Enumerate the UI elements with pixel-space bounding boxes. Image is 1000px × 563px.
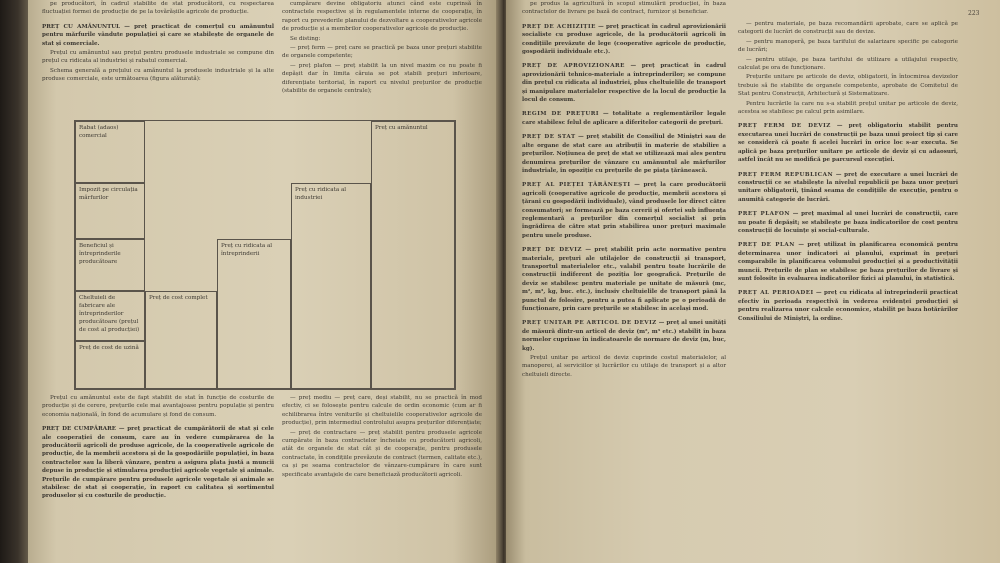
paragraph: — preț de contractare — preț stabilit pentru produsele agricole cumpărate în baza contractelor încheiate cu producătorii agricoli, atât de organele de stat cât și de cooperație, pentru produsele contractate, în condițiile prevăzute de contract (termen, calitate etc.), ca și pe seama contractelor de vânzare-cumpărare în care sunt specificate avantajele de care beneficiază producătorii agricoli. xyxy=(282,429,482,478)
cell-ridicata-industrie: Preț cu ridicata al industriei xyxy=(291,183,371,389)
entry-term: REGIM DE PREȚURI xyxy=(522,111,600,118)
entry-definition: — preț obligatoriu stabilit pentru executarea unei lucrări de construcții pe baza unui proiect tip și care se consideră că poate fi acelei lucrări în orice loc s-ar executa. Se aplică pe baza prețurilor unitare pe articole de deviz și cu adaosuri, astfel încât nu se modifică pe parcursul execuției. xyxy=(738,123,959,164)
paragraph: — pentru utilaje, pe baza tarifului de utilizare a utilajului respectiv, calculat pe ora de funcționare. xyxy=(738,56,958,72)
left-top-column-a xyxy=(42,0,274,85)
left-page xyxy=(28,0,500,563)
right-column-a xyxy=(522,0,726,380)
entry-term: PREȚ FERM DE DEVIZ xyxy=(738,123,831,130)
paragraph: Se disting: xyxy=(290,35,321,42)
dictionary-entry xyxy=(522,246,726,313)
paragraph: cumpărare devine obligatoriu atunci când este cuprinsă în contractele respective și în regulamentele interne de cooperație, în raport cu prevederile planului de dezvoltare a cooperativelor agricole de producție și a membrilor cooperativelor agricole de producție. xyxy=(282,1,482,33)
paragraph: PREȚ CU AMĂNUNTUL — preț practicat de comerțul cu amănuntul pentru mărfurile vândute populației și care se stabilește de organele de stat și comerciale. xyxy=(42,23,274,47)
entry-term: PREȚ DE ACHIZIȚIE xyxy=(522,23,596,30)
paragraph: PREȚ DE CUMPĂRARE — preț practicat de cumpărătorii de stat și cele ale cooperației de consum, care au în vedere cumpărarea de la producătorii agricoli de produse agricole, de la cooperativele agricole de producție, de la membrii acestora și de la gospodăriile populației, în baza contractelor sau la liberă vânzare, pentru a asigura plata justă a muncii depuse în producție și stimularea producției agricole vegetale și animale. Prețurile de cumpărare pentru produsele agricole vegetale și animale se stabilesc de stat și cooperație, în raport cu calitatea și sortimentul produselor și cu costurile de producție. xyxy=(42,426,274,500)
page-number: 223 xyxy=(968,10,980,17)
paragraph: — preț plafon — preț stabilit la un nivel maxim ce nu poate fi depășit dar în limita căruia se pot stabili prețuri inferioare, diferențiate teritorial, în raport cu nivelul prețurilor de producție (stabilite de organele centrale); xyxy=(282,62,482,95)
entry-definition: — preț de executare a unei lucrări de construcții ce se stabilește la nivelul republicii pe baza unor prețuri unitare obligatorii, ținând seama de condițiile de execuție, pentru o anumită categorie de lucrări. xyxy=(738,171,958,203)
dictionary-entry xyxy=(522,62,726,104)
entry-definition: — preț utilizat în planificarea economică pentru determinarea unor indicatori ai planului, exprimat în prețuri comparabile în planificarea volumului producției și a productivității muncii. Prețurile de plan se stabilesc pe baza prețurilor de livrare și sunt folosite în evaluarea indicatorilor fizici ai planului, în statistică. xyxy=(738,242,958,282)
cell-rabat: Rabat (adaos) comercial xyxy=(75,121,145,183)
right-column-b xyxy=(738,20,958,324)
paragraph: Prețul unitar pe articol de deviz cuprinde costul materialelor, al manoperei, al serviciilor și lucrărilor cu utilaje de transport și a altor cheltuieli directe. xyxy=(522,355,726,378)
entry-definition: — preț stabilit prin acte normative pentru materiale, prețuri ale utilajelor de construcții și transport, transportul materialelor etc., valabil pentru toate lucrările de construcții indiferent de poziția lor geografică. Prețurile de deviz se stabilesc pentru materiale pe unitate de măsură (mc, m², m³, kg, buc. etc.), inclusiv cheltuielile de transport până la punctul de folosire, pentru a putea fi aplicate pe o perioadă de funcționare, prin care prețurile se stabilesc în același mod. xyxy=(522,247,727,312)
cell-ridicata-intreprindere: Preț cu ridicata al întreprinderii xyxy=(217,239,291,389)
cell-cost-uzina: Preț de cost de uzină xyxy=(75,341,145,389)
entry-term: PREȚ DE STAT xyxy=(522,134,576,141)
entry-definition: — preț cu ridicata al întreprinderii practicat efectiv în perioada respectivă în vederea evidenței producției și pentru realizarea unor calcule economice, stabilit pe baza hotărârilor Consiliului de Miniștri, la ordine. xyxy=(738,290,958,322)
entry-term: PREȚ DE PLAN xyxy=(738,242,795,249)
dictionary-entry xyxy=(738,241,958,283)
price-structure-diagram xyxy=(74,120,456,390)
cell-impozit: Impozit pe circulația mărfurilor xyxy=(75,183,145,239)
paragraph: Prețul cu amănuntul sau prețul pentru produsele industriale se compune din prețul cu ridicata al industriei și rabatul comercial. xyxy=(42,50,274,65)
paragraph: — preț mediu — preț care, deși stabilit, nu se practică în mod efectiv, ci se folosește pentru calcule de ordin economic (cum ar fi echilibrarea între veniturile și cheltuielile cooperativelor agricole de producție), prin intermediul controlului asupra prețurilor diferențiate; xyxy=(282,395,482,427)
left-bottom-column-b xyxy=(282,394,482,480)
entry-definition: — preț stabilit de Consiliul de Miniștri sau de alte organe de stat care au atribuții în materie de stabilire a prețurilor. Noțiunea de preț de stat se utilizează mai ales pentru denumirea prețurilor de vânzare cu amănuntul ale mărfurilor industriale, în opoziție cu prețurile de pe piața țărănească. xyxy=(522,134,726,174)
dictionary-entry xyxy=(738,171,958,205)
paragraph: pe produs la agricultură în scopul stimulării producției, în baza contractelor de livrare pe bază de contract, furnizor și beneficiar. xyxy=(522,1,726,16)
dictionary-entry xyxy=(738,210,958,235)
cell-amanunt: Preț cu amănuntul xyxy=(371,121,455,389)
dictionary-entry xyxy=(522,319,726,353)
dictionary-entry xyxy=(522,133,726,175)
entry-term: PREȚ UNITAR PE ARTICOL DE DEVIZ xyxy=(522,320,657,327)
left-top-column-b xyxy=(282,0,482,96)
paragraph: — pentru manoperă, pe baza tarifului de salarizare specific pe categorie de lucrări; xyxy=(738,38,958,54)
entry-term: PREȚ DE APROVIZIONARE xyxy=(522,63,625,70)
paragraph: — preț ferm — preț care se practică pe baza unor prețuri stabilite de organele competente; xyxy=(282,45,482,60)
dictionary-entry xyxy=(738,122,958,164)
entry-term: PREȚ AL PIEȚEI ȚĂRĂNEȘTI xyxy=(522,182,631,189)
left-book-edge xyxy=(0,0,30,563)
paragraph: Schema generală a prețului cu amănuntul la produsele industriale și la alte produse comerciale, este următoarea (figura alăturată): xyxy=(42,67,274,83)
entry-definition: — preț practicat în cadrul aprovizionării socialiste cu produse agricole, de la producătorii agricoli în condițiile prevăzute de lege (cooperative agricole de producție, gospodării individuale etc.). xyxy=(522,23,727,56)
entry-definition: — preț al unei unități de măsură dintr-un articol de deviz (m², m³ etc.) stabilit în baza normelor cuprinse în indicatoarele de normare de deviz (m, buc, kg). xyxy=(522,320,726,352)
dictionary-entry xyxy=(522,181,726,240)
entry-term: PREȚ FERM REPUBLICAN xyxy=(738,171,834,178)
entry-definition: — preț maximal al unei lucrări de construcții, care nu poate fi depășit; se stabilește pe baza indicatorilor de cost pentru construcții de locuințe și social-culturale. xyxy=(738,211,958,234)
left-bottom-column-a xyxy=(42,394,274,502)
paragraph: — pentru materiale, pe baza recomandării aprobate, care se aplică pe categorii de lucrări de construcții sau de devize. xyxy=(738,21,958,36)
right-page xyxy=(506,0,1000,563)
entry-term: PREȚ DE DEVIZ xyxy=(522,247,582,254)
paragraph: Pentru lucrările la care nu s-a stabilit prețul unitar pe articole de deviz, acestea se stabilesc pe calcul prin asimilare. xyxy=(738,100,958,116)
paragraph: Prețurile unitare pe articole de deviz, obligatorii, în întocmirea devizelor trebuie să fie stabilite de organele competente, aprobate de Comitetul de Stat pentru Construcții, Arhitectură și Sistematizare. xyxy=(738,74,958,98)
cell-cheltuieli: Cheltuieli de fabricare ale întreprinderilor producătoare (prețul de cost al producției) xyxy=(75,291,145,341)
entry-term: PREȚ AL PERIOADEI xyxy=(738,290,814,297)
entry-definition: — preț practicat în cadrul aprovizionării tehnico-materiale a întreprinderilor; se compune din prețul cu ridicata al industriei, plus cheltuielile de transport și manipulare materialelor respective de la locul de producție la locul de consum. xyxy=(522,63,726,104)
cell-cost-complet: Preț de cost complet xyxy=(145,291,217,389)
paragraph: Prețul cu amănuntul este de fapt stabilit de stat în funcție de costurile de producție și de cerere, prețurile cele mai avantajoase pentru populație și pentru economia națională, în fond de acumulare și fond de consum. xyxy=(42,395,274,418)
cell-beneficiu: Beneficiul și întreprinderile producătoare xyxy=(75,239,145,291)
dictionary-entry xyxy=(522,110,726,127)
dictionary-entry xyxy=(738,289,958,323)
paragraph: pe producători, în cadrul stabilite de stat producătorii, cu respectarea fluctuației formei de producție de pe la tovărășiile agricole de producție. xyxy=(42,1,274,16)
entry-term: PREȚ PLAFON xyxy=(738,211,790,218)
entry-definition: — preț la care producătorii agricoli (cooperative agricole de producție, membrii acestora și țărani cu gospodării individuale), vând produsele lor direct către consumatori; se formează pe baza cererii și ofertei sub influența reglementară a prețurilor din comerțul socialist și prin îngrădirea de către stat prin stabilirea unor prețuri maximale pentru unele produse. xyxy=(522,182,727,239)
dictionary-entry xyxy=(522,23,726,57)
entry-definition: — totalitate a reglementărilor legale care stabilesc felul de aplicare a diferitelor categorii de prețuri. xyxy=(522,111,726,126)
